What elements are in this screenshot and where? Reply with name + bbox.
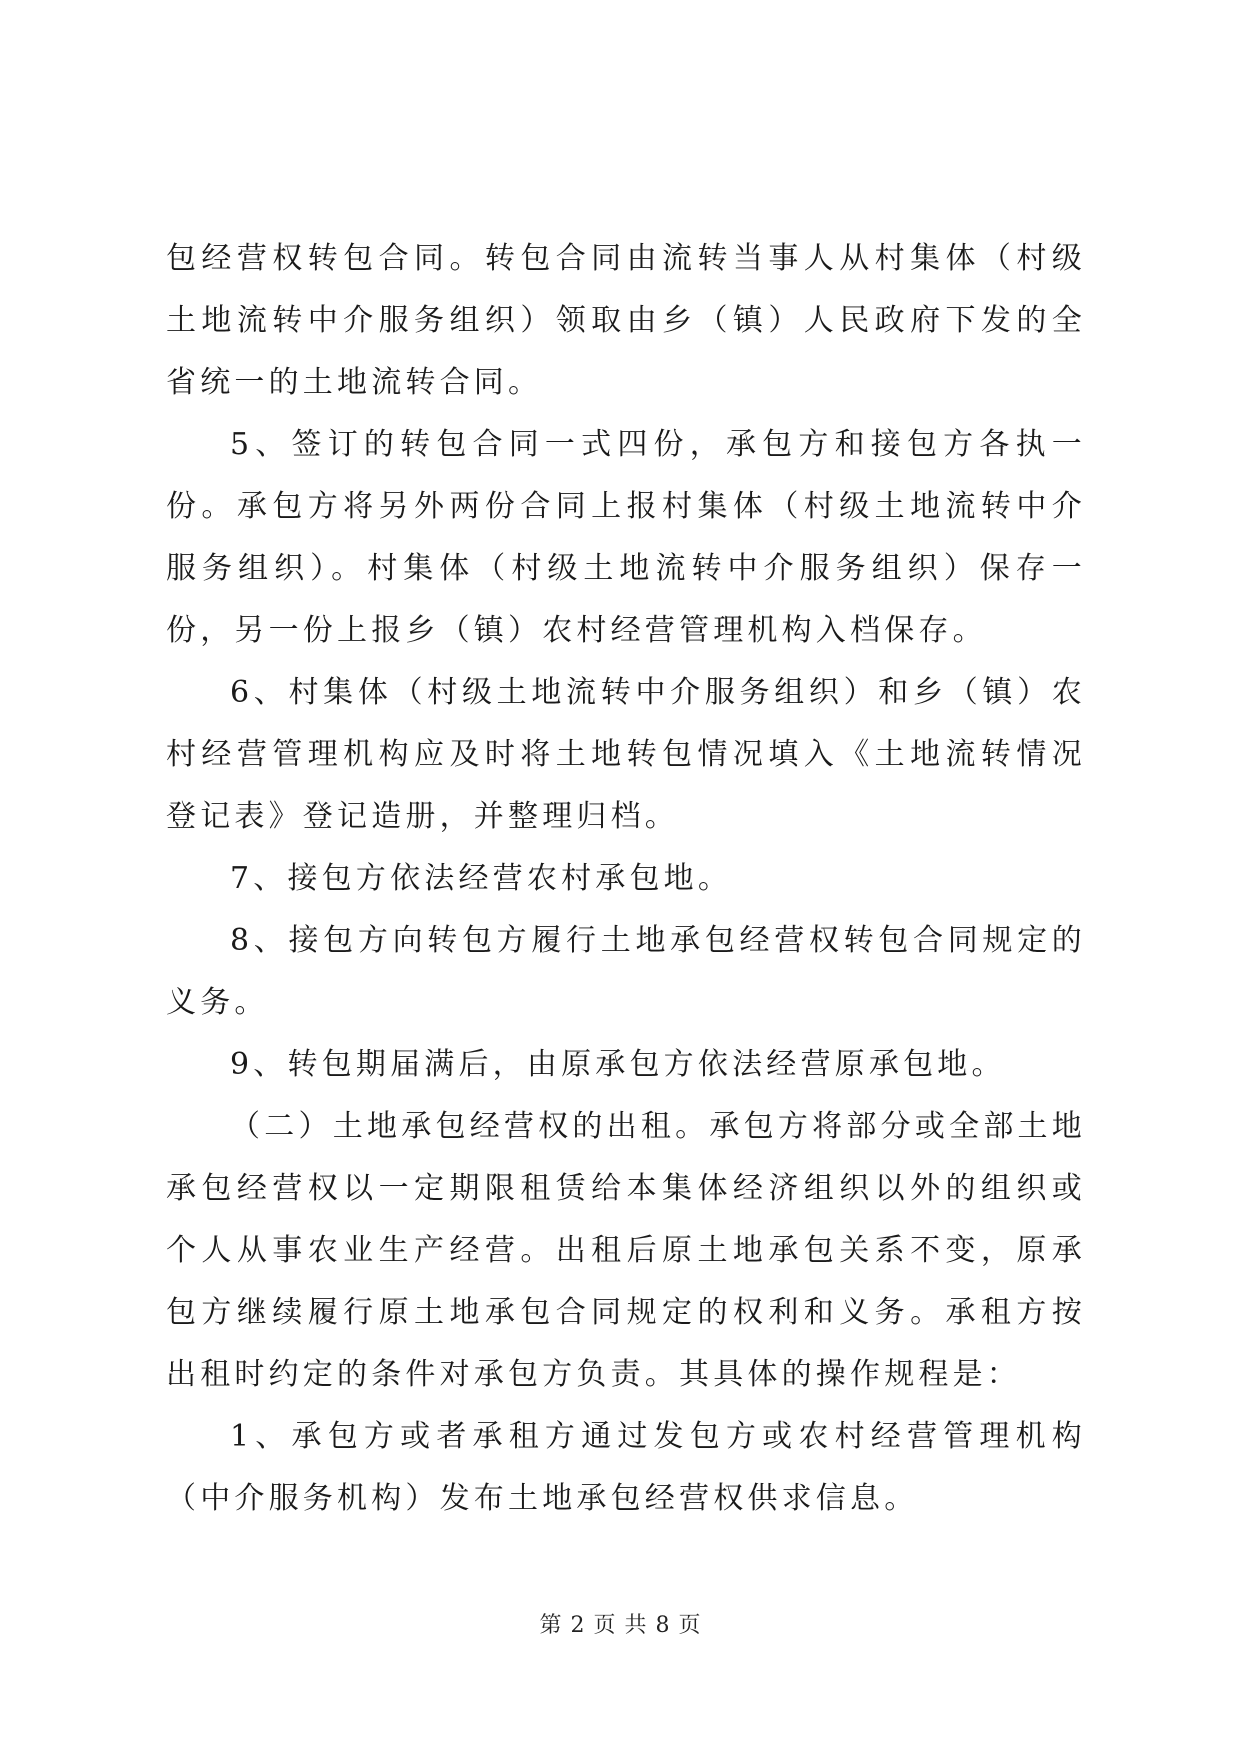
paragraph-3: 6、村集体（村级土地流转中介服务组织）和乡（镇）农村经营管理机构应及时将土地转包情况填入《土地流转情况登记表》登记造册，并整理归档。 [166, 675, 1086, 834]
document-body [166, 228, 1086, 1530]
paragraph-5: 8、接包方向转包方履行土地承包经营权转包合同规定的义务。 [166, 923, 1086, 1020]
paragraph-6: 9、转包期届满后，由原承包方依法经营原承包地。 [230, 1047, 1006, 1082]
page-footer: 第 2 页 共 8 页 [539, 1613, 702, 1638]
paragraph-8: 1、承包方或者承租方通过发包方或农村经营管理机构（中介服务机构）发布土地承包经营权供求信息。 [166, 1419, 1086, 1516]
paragraph-1: 包经营权转包合同。转包合同由流转当事人从村集体（村级土地流转中介服务组织）领取由乡（镇）人民政府下发的全省统一的土地流转合同。 [166, 241, 1086, 400]
paragraph-2: 5、签订的转包合同一式四份，承包方和接包方各执一份。承包方将另外两份合同上报村集体（村级土地流转中介服务组织）。村集体（村级土地流转中介服务组织）保存一份，另一份上报乡（镇）农村经营管理机构入档保存。 [166, 427, 1086, 648]
paragraph-7: （二）土地承包经营权的出租。承包方将部分或全部土地承包经营权以一定期限租赁给本集体经济组织以外的组织或个人从事农业生产经营。出租后原土地承包关系不变，原承包方继续履行原土地承包合同规定的权利和义务。承租方按出租时约定的条件对承包方负责。其具体的操作规程是： [166, 1109, 1086, 1392]
paragraph-4: 7、接包方依法经营农村承包地。 [230, 861, 733, 896]
